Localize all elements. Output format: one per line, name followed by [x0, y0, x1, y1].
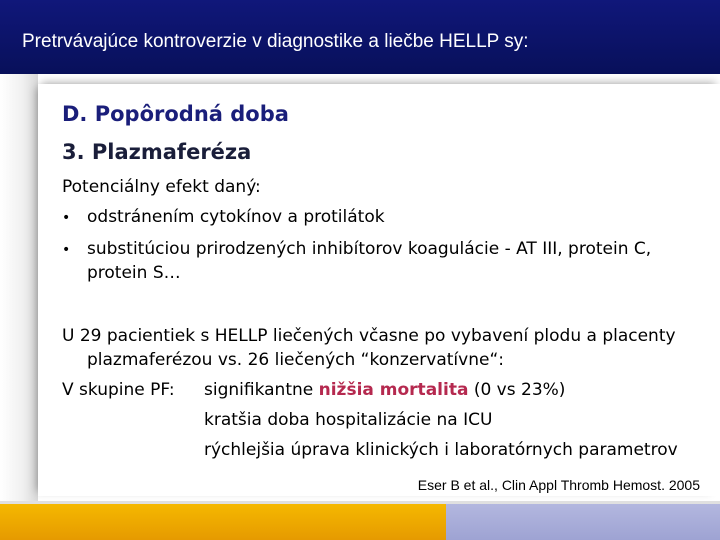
group-label: V skupine PF: [62, 380, 175, 400]
intro-text: Potenciálny efekt daný: [62, 177, 261, 197]
content-shade [0, 74, 38, 504]
footer-bar-right [446, 504, 720, 540]
result-1-prefix: signifikantne [204, 380, 319, 400]
bullet-item-2: substitúciou prirodzených inhibítorov koagulácie - AT III, protein C, [87, 239, 652, 259]
study-line-1: U 29 pacientiek s HELLP liečených včasne po vybavení plodu a placenty [62, 326, 676, 346]
section-heading-d: D. Popôrodná doba [62, 102, 289, 126]
study-line-2: plazmaferézou vs. 26 liečených “konzervatívne“: [87, 350, 504, 370]
slide-header [0, 0, 720, 74]
result-1 [204, 380, 565, 400]
footer-bar-left [0, 504, 446, 540]
result-1-highlight: nižšia mortalita [318, 380, 469, 400]
bullet-item-2-cont: protein S… [87, 263, 181, 283]
bullet-dot-icon: • [62, 242, 71, 258]
section-heading-3: 3. Plazmaferéza [62, 140, 252, 164]
bullet-item-1: odstránením cytokínov a protilátok [87, 207, 385, 227]
citation: Eser B et al., Clin Appl Thromb Hemost. 2005 [417, 477, 700, 493]
bullet-dot-icon: • [62, 210, 71, 226]
result-1-suffix: (0 vs 23%) [468, 380, 566, 400]
result-3: rýchlejšia úprava klinických i laboratórnych parametrov [204, 440, 678, 460]
slide-title: Pretrvávajúce kontroverzie v diagnostike a liečbe HELLP sy: [22, 31, 529, 52]
result-2: kratšia doba hospitalizácie na ICU [204, 410, 493, 430]
